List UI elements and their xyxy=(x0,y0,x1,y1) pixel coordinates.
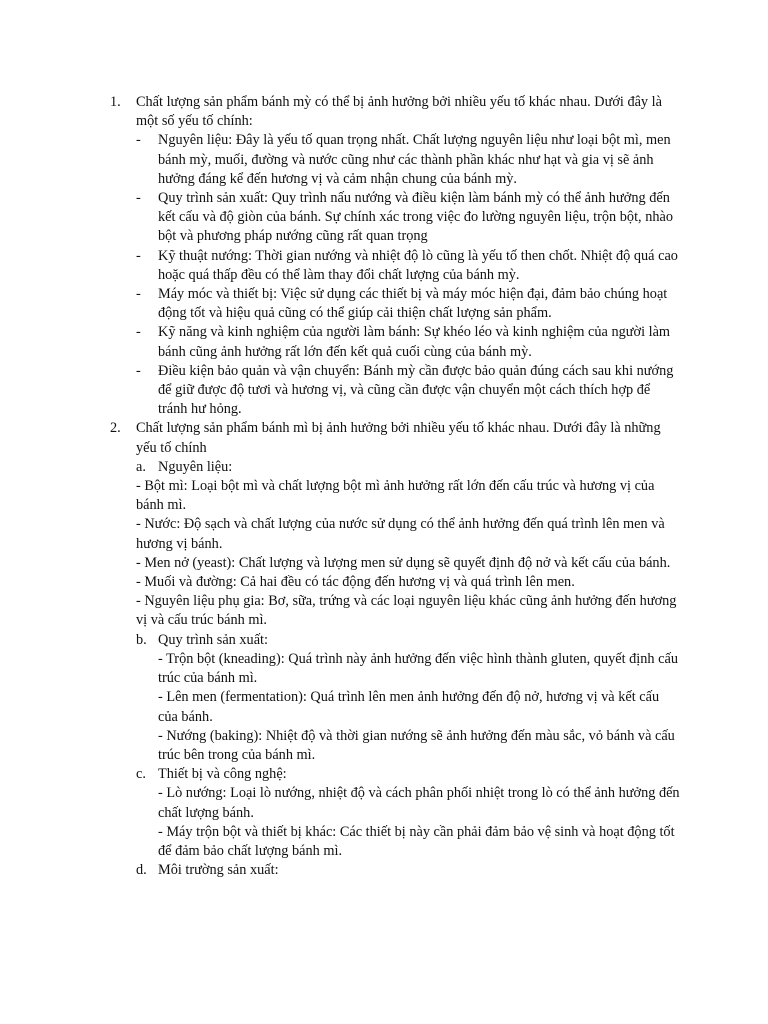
sub-item-b xyxy=(136,631,680,765)
bullet-dash: - xyxy=(136,324,141,341)
item-number: 1. xyxy=(110,94,121,110)
bullet-text: Máy móc và thiết bị: Việc sử dụng các thiết bị và máy móc hiện đại, đảm bảo chúng hoạt động tốt và hiệu quả cũng có thể giúp cải thiện chất lượng sản phẩm. xyxy=(158,286,668,322)
sub-title: Nguyên liệu: xyxy=(158,458,233,475)
bullet-dash: - xyxy=(136,286,141,303)
bullet-text: Kỹ thuật nướng: Thời gian nướng và nhiệt độ lò cũng là yếu tố then chốt. Nhiệt độ quá cao hoặc quá thấp đều có thể làm thay đổi chất lượng của bánh mỳ. xyxy=(158,247,678,283)
bullet-dash: - xyxy=(136,190,141,207)
sub-title: Thiết bị và công nghệ: xyxy=(158,766,287,783)
sub-body xyxy=(158,650,680,765)
bullet-list xyxy=(136,131,680,419)
bullet-text: Điều kiện bảo quản và vận chuyển: Bánh mỳ cần được bảo quản đúng cách sau khi nướng để giữ được độ tươi và hương vị, và cũng cần được vận chuyển một cách thích hợp để tránh hư hỏng. xyxy=(158,362,674,418)
sub-letter: a. xyxy=(136,458,146,475)
bullet-text: Quy trình sản xuất: Quy trình nấu nướng và điều kiện làm bánh mỳ có thể ảnh hưởng đến kết cấu và độ giòn của bánh. Sự chính xác trong việc đo lường nguyên liệu, trộn bột, nhào bột và phương pháp nướng cũng rất quan trọng xyxy=(158,190,673,245)
bullet-item xyxy=(136,285,680,323)
sub-item-d xyxy=(136,861,680,880)
detail-line: - Nguyên liệu phụ gia: Bơ, sữa, trứng và các loại nguyên liệu khác cũng ảnh hưởng đến hương vị và cấu trúc bánh mì. xyxy=(136,593,677,629)
bullet-item xyxy=(136,131,680,189)
item-intro: Chất lượng sản phẩm bánh mỳ có thể bị ảnh hưởng bởi nhiều yếu tố khác nhau. Dưới đây là một số yếu tố chính: xyxy=(136,94,662,130)
detail-line: - Nước: Độ sạch và chất lượng của nước sử dụng có thể ảnh hưởng đến quá trình lên men và hương vị bánh. xyxy=(136,516,665,552)
detail-line: - Men nở (yeast): Chất lượng và lượng men sử dụng sẽ quyết định độ nở và kết cấu của bánh. xyxy=(136,554,671,571)
bullet-item xyxy=(136,362,680,420)
numbered-item-2 xyxy=(110,419,680,880)
document-body xyxy=(110,93,680,880)
detail-line: - Muối và đường: Cả hai đều có tác động đến hương vị và quá trình lên men. xyxy=(136,574,575,591)
sub-title: Quy trình sản xuất: xyxy=(158,631,268,648)
bullet-dash: - xyxy=(136,362,141,379)
bullet-item xyxy=(136,323,680,361)
bullet-text: Nguyên liệu: Đây là yếu tố quan trọng nhất. Chất lượng nguyên liệu như loại bột mì, men bánh mỳ, muối, đường và nước cũng như các thành phần khác như hạt và gia vị sẽ ảnh hưởng đáng kể đến hương vị và cảm nhận chung của bánh mỳ. xyxy=(158,132,671,187)
detail-line: - Lò nướng: Loại lò nướng, nhiệt độ và cách phân phối nhiệt trong lò có thể ảnh hưởng đến chất lượng bánh. xyxy=(158,785,680,821)
sub-letter: b. xyxy=(136,631,147,648)
item-intro: Chất lượng sản phẩm bánh mì bị ảnh hưởng bởi nhiều yếu tố khác nhau. Dưới đây là những yếu tố chính xyxy=(136,420,661,456)
bullet-item xyxy=(136,189,680,247)
numbered-item-1 xyxy=(110,93,680,419)
bullet-text: Kỹ năng và kinh nghiệm của người làm bánh: Sự khéo léo và kinh nghiệm của người làm bánh cũng ảnh hưởng rất lớn đến kết quả cuối cùng của bánh mỳ. xyxy=(158,324,671,360)
sub-body xyxy=(136,477,680,631)
detail-line: - Lên men (fermentation): Quá trình lên men ảnh hưởng đến độ nở, hương vị và kết cấu của bánh. xyxy=(158,689,660,725)
detail-line: - Nướng (baking): Nhiệt độ và thời gian nướng sẽ ảnh hưởng đến màu sắc, vỏ bánh và cấu trúc bên trong của bánh mì. xyxy=(158,727,675,763)
sub-body xyxy=(158,784,680,861)
detail-line: - Bột mì: Loại bột mì và chất lượng bột mì ảnh hưởng rất lớn đến cấu trúc và hương vị của bánh mì. xyxy=(136,478,655,514)
bullet-dash: - xyxy=(136,247,141,264)
detail-line: - Máy trộn bột và thiết bị khác: Các thiết bị này cần phải đảm bảo vệ sinh và hoạt động tốt để đảm bảo chất lượng bánh mì. xyxy=(158,823,675,859)
bullet-item xyxy=(136,247,680,285)
sub-item-c xyxy=(136,765,680,861)
bullet-dash: - xyxy=(136,132,141,149)
sub-title: Môi trường sản xuất: xyxy=(158,862,279,879)
item-number: 2. xyxy=(110,420,121,437)
sub-letter: d. xyxy=(136,862,147,879)
detail-line: - Trộn bột (kneading): Quá trình này ảnh hưởng đến việc hình thành gluten, quyết định cấu trúc của bánh mì. xyxy=(158,650,678,687)
sub-item-a xyxy=(136,458,680,631)
sub-letter: c. xyxy=(136,766,146,783)
